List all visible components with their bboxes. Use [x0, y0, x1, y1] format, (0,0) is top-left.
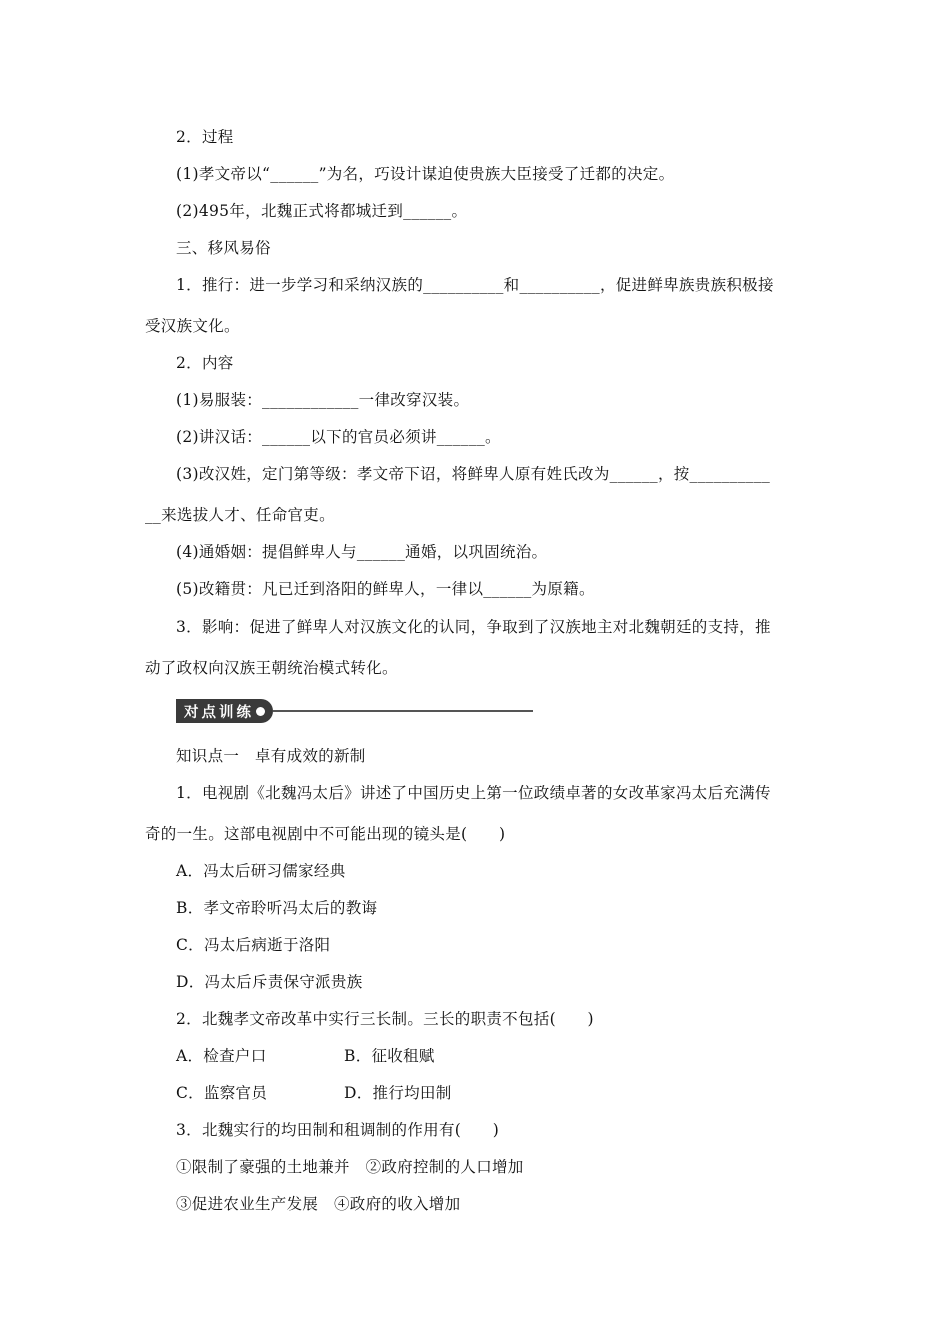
question-3-statements-2: ③促进农业生产发展 ④政府的收入增加 — [176, 1195, 461, 1213]
text-line: (2)495年，北魏正式将都城迁到______。 — [176, 202, 468, 220]
question-3-statements-1: ①限制了豪强的土地兼并 ②政府控制的人口增加 — [176, 1158, 524, 1176]
question-2-option-c: C．监察官员 — [176, 1084, 268, 1102]
section-heading-customs: 三、移风易俗 — [176, 239, 271, 257]
practice-banner — [176, 699, 533, 723]
text-line: 3．影响：促进了鲜卑人对汉族文化的认同，争取到了汉族地主对北魏朝廷的支持，推 — [176, 618, 771, 636]
practice-banner-label: 对点训练 — [184, 704, 254, 721]
text-line: (5)改籍贯：凡已迁到洛阳的鲜卑人，一律以______为原籍。 — [176, 580, 595, 598]
text-line: (1)孝文帝以“______”为名，巧设计谋迫使贵族大臣接受了迁都的决定。 — [176, 165, 675, 183]
question-1-option-d: D．冯太后斥责保守派贵族 — [176, 973, 363, 991]
question-3-stem: 3．北魏实行的均田制和租调制的作用有( ) — [176, 1121, 500, 1139]
knowledge-point-heading: 知识点一 卓有成效的新制 — [176, 747, 366, 765]
section-heading-content: 2．内容 — [176, 354, 234, 372]
question-1-option-b: B．孝文帝聆听冯太后的教诲 — [176, 899, 378, 917]
text-line: (2)讲汉话：______以下的官员必须讲______。 — [176, 428, 501, 446]
question-1-stem: 1．电视剧《北魏冯太后》讲述了中国历史上第一位政绩卓著的女改革家冯太后充满传 — [176, 784, 771, 802]
question-2-option-a: A．检查户口 — [176, 1047, 267, 1065]
section-heading-process: 2．过程 — [176, 128, 234, 146]
text-line: 1．推行：进一步学习和采纳汉族的__________和__________，促进鲜卑族贵族积极接 — [176, 276, 774, 294]
text-line: 受汉族文化。 — [145, 317, 240, 335]
text-line: (4)通婚姻：提倡鲜卑人与______通婚，以巩固统治。 — [176, 543, 548, 561]
question-1-option-a: A．冯太后研习儒家经典 — [176, 862, 346, 880]
practice-banner-box — [176, 699, 273, 723]
question-2-stem: 2．北魏孝文帝改革中实行三长制。三长的职责不包括( ) — [176, 1010, 594, 1028]
question-1-option-c: C．冯太后病逝于洛阳 — [176, 936, 331, 954]
bullet-dot-icon — [256, 707, 265, 716]
question-2-option-d: D．推行均田制 — [344, 1084, 452, 1102]
question-1-stem-cont: 奇的一生。这部电视剧中不可能出现的镜头是( ) — [145, 825, 506, 843]
banner-divider — [273, 710, 533, 712]
text-line: (1)易服装：____________一律改穿汉装。 — [176, 391, 470, 409]
text-line: (3)改汉姓，定门第等级：孝文帝下诏，将鲜卑人原有姓氏改为______，按__________ — [176, 465, 771, 483]
question-2-option-b: B．征收租赋 — [344, 1047, 435, 1065]
text-line: 动了政权向汉族王朝统治模式转化。 — [145, 659, 398, 677]
text-line: __来选拔人才、任命官吏。 — [145, 506, 335, 524]
